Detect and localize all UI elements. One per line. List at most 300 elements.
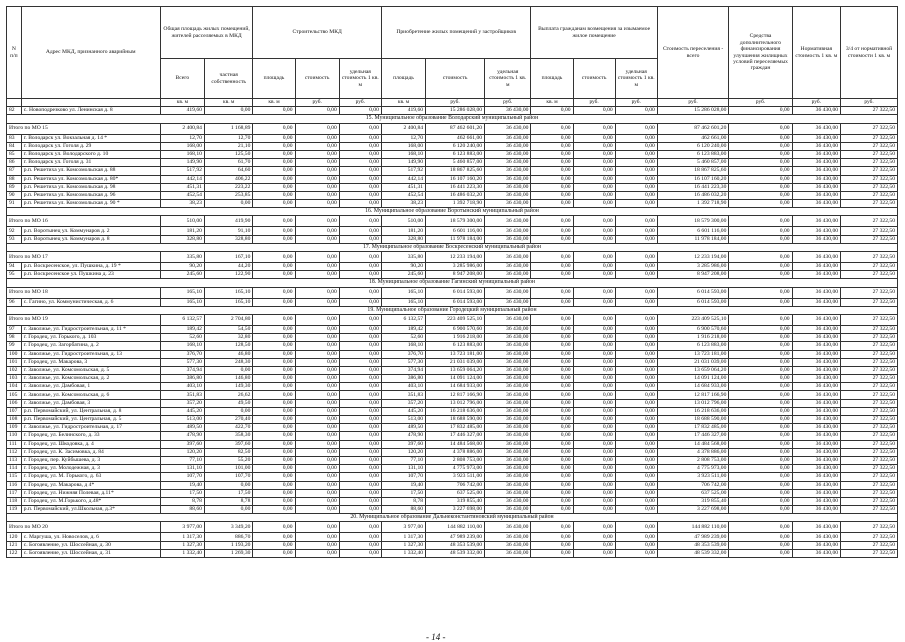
row-value: 0,00 [339, 334, 381, 342]
row-value: 0,00 [531, 200, 573, 208]
row-value: 0,00 [615, 200, 657, 208]
row-value: 0,00 [615, 227, 657, 235]
row-value: 0,00 [295, 549, 339, 557]
row-value: 107,70 [160, 473, 204, 481]
row-value: 149,90 [160, 159, 204, 167]
total-value: 335,80 [381, 252, 425, 263]
row-value: 0,00 [253, 456, 295, 464]
row-value: 0,00 [531, 350, 573, 358]
row-value: 16 441 223,30 [657, 183, 729, 191]
row-value: 0,00 [253, 298, 295, 306]
row-value: 445,20 [160, 407, 204, 415]
row-value: 0,00 [615, 481, 657, 489]
row-value: 0,00 [615, 191, 657, 199]
row-value: 0,00 [615, 407, 657, 415]
row-address: г. Городец, ул. Загорбатина, д. 2 [21, 342, 160, 350]
row-value: 0,00 [573, 456, 615, 464]
row-value: 3 923 511,00 [657, 473, 729, 481]
row-value: 0,00 [531, 448, 573, 456]
row-value: 36 430,00 [792, 325, 840, 333]
row-value: 13 012 796,00 [657, 399, 729, 407]
row-value: 61,70 [204, 159, 252, 167]
total-value: 2 400,84 [381, 123, 425, 134]
row-value: 0,00 [729, 358, 792, 366]
row-value: 0,00 [295, 473, 339, 481]
row-value: 0,00 [253, 399, 295, 407]
section-title: 16. Муниципальное образование Воротынский муниципальный район [7, 208, 898, 216]
row-value: 0,00 [295, 159, 339, 167]
row-value: 0,00 [573, 489, 615, 497]
row-address: г. Городец, ул. Макарова, д 4* [21, 481, 160, 489]
unit-cell: руб. [426, 99, 485, 107]
header-purch-area: площадь [381, 59, 425, 99]
row-value: 0,00 [204, 407, 252, 415]
row-value: 0,00 [253, 465, 295, 473]
row-value: 27 322,50 [841, 489, 898, 497]
row-value: 0,00 [729, 107, 792, 115]
row-value: 442,14 [381, 175, 425, 183]
total-value: 3 349,20 [204, 522, 252, 533]
row-value: 36 430,00 [792, 358, 840, 366]
row-value: 0,00 [531, 183, 573, 191]
row-value: 0,00 [573, 391, 615, 399]
table-row [7, 142, 898, 150]
section-title: 15. Муниципальное образование Володарский муниципальный район [7, 115, 898, 123]
row-value: 17 446 327,00 [426, 432, 485, 440]
row-value: 0,00 [253, 159, 295, 167]
row-value: 0,00 [729, 481, 792, 489]
row-value: 189,42 [160, 325, 204, 333]
row-value: 1 317,30 [381, 533, 425, 541]
row-value: 16 486 032,20 [657, 191, 729, 199]
row-value: 27 322,50 [841, 159, 898, 167]
total-value: 36 430,00 [792, 287, 840, 298]
row-value: 0,00 [573, 399, 615, 407]
row-value: 36 430,00 [485, 465, 531, 473]
row-value: 0,00 [573, 533, 615, 541]
total-value: 1 168,89 [204, 123, 252, 134]
row-value: 0,00 [573, 235, 615, 243]
total-label: Итого по МО 15 [7, 123, 161, 134]
total-value: 2 704,80 [204, 314, 252, 325]
table-row [7, 407, 898, 415]
row-value: 0,00 [339, 432, 381, 440]
row-value: 0,00 [573, 325, 615, 333]
row-value: 36 430,00 [792, 432, 840, 440]
row-value: 36 430,00 [792, 159, 840, 167]
row-value: 26,62 [204, 391, 252, 399]
row-value: 13 012 796,00 [426, 399, 485, 407]
row-value: 14 684 933,00 [657, 383, 729, 391]
unit-cell: руб. [615, 99, 657, 107]
row-value: 0,00 [729, 399, 792, 407]
row-value: 16 441 223,30 [426, 183, 485, 191]
row-value: 0,00 [531, 142, 573, 150]
row-value: 0,00 [531, 391, 573, 399]
row-value: 0,00 [573, 175, 615, 183]
row-value: 3 285 986,00 [426, 263, 485, 271]
total-value: 0,00 [339, 287, 381, 298]
row-address: р.п. Решетиха ул. Комсомольская д. 90 * [21, 200, 160, 208]
row-value: 0,00 [531, 533, 573, 541]
row-value: 0,00 [295, 183, 339, 191]
table-row [7, 227, 898, 235]
row-value: 14 684 933,00 [426, 383, 485, 391]
row-value: 0,00 [729, 263, 792, 271]
total-value: 36 430,00 [792, 123, 840, 134]
row-value: 386,80 [160, 375, 204, 383]
total-value: 6 132,57 [160, 314, 204, 325]
row-value: 0,00 [729, 167, 792, 175]
row-value: 0,00 [615, 325, 657, 333]
row-value: 0,00 [531, 506, 573, 514]
row-value: 36 430,00 [485, 134, 531, 142]
total-value: 0,00 [339, 123, 381, 134]
total-row [7, 123, 898, 134]
header-comp-unit: удельная стоимость 1 кв. м [615, 59, 657, 99]
row-value: 101,00 [204, 465, 252, 473]
row-value: 0,00 [295, 465, 339, 473]
row-value: 489,50 [160, 424, 204, 432]
row-value: 0,00 [531, 549, 573, 557]
total-value: 165,10 [160, 287, 204, 298]
row-value: 357,20 [160, 399, 204, 407]
row-value: 0,00 [204, 506, 252, 514]
row-value: 376,70 [160, 350, 204, 358]
row-value: 886,70 [204, 533, 252, 541]
row-value: 181,20 [381, 227, 425, 235]
row-value: 36 430,00 [485, 350, 531, 358]
row-value: 16 218 636,00 [426, 407, 485, 415]
row-value: 0,00 [573, 440, 615, 448]
row-value: 128,50 [204, 342, 252, 350]
row-value: 245,60 [160, 271, 204, 279]
total-value: 12 233 194,00 [657, 252, 729, 263]
row-value: 27 322,50 [841, 191, 898, 199]
row-value: 0,00 [531, 432, 573, 440]
row-value: 0,00 [531, 159, 573, 167]
row-value: 36 430,00 [485, 334, 531, 342]
total-value: 36 430,00 [485, 522, 531, 533]
row-value: 38,23 [381, 200, 425, 208]
row-value: 376,70 [381, 350, 425, 358]
row-value: 0,00 [295, 383, 339, 391]
row-value: 0,00 [615, 350, 657, 358]
row-value: 0,00 [615, 541, 657, 549]
row-value: 0,00 [531, 358, 573, 366]
total-value: 223 409 525,10 [426, 314, 485, 325]
row-value: 36 430,00 [485, 325, 531, 333]
row-value: 36 430,00 [485, 399, 531, 407]
row-value: 107,70 [381, 473, 425, 481]
row-number: 111 [7, 440, 22, 448]
header-area-all: Всего [160, 59, 204, 99]
row-value: 0,00 [253, 150, 295, 158]
row-number: 108 [7, 416, 22, 424]
row-value: 0,00 [615, 366, 657, 374]
row-value: 0,00 [339, 200, 381, 208]
row-value: 27 322,50 [841, 391, 898, 399]
row-value: 0,00 [729, 334, 792, 342]
row-value: 36 430,00 [485, 489, 531, 497]
row-value: 0,00 [339, 399, 381, 407]
row-value: 36 430,00 [792, 142, 840, 150]
row-value: 0,00 [339, 191, 381, 199]
row-value: 36 430,00 [792, 375, 840, 383]
row-value: 38,23 [160, 200, 204, 208]
row-value: 0,00 [615, 399, 657, 407]
row-value: 1 269,30 [204, 549, 252, 557]
row-value: 0,00 [573, 497, 615, 505]
row-value: 0,00 [295, 235, 339, 243]
row-value: 0,00 [295, 263, 339, 271]
table-row [7, 175, 898, 183]
row-value: 36 430,00 [485, 481, 531, 489]
table-row [7, 375, 898, 383]
row-value: 1 916 218,00 [426, 334, 485, 342]
row-value: 21,10 [204, 142, 252, 150]
total-value: 0,00 [253, 252, 295, 263]
row-value: 0,00 [615, 142, 657, 150]
row-value: 149,90 [381, 159, 425, 167]
table-row [7, 416, 898, 424]
row-value: 36 430,00 [792, 416, 840, 424]
row-value: 245,60 [381, 271, 425, 279]
row-value: 0,00 [253, 416, 295, 424]
row-value: 0,00 [339, 271, 381, 279]
row-value: 1 392 718,90 [426, 200, 485, 208]
row-value: 19,40 [381, 481, 425, 489]
header-additional-funding: Средства дополнительного финансирования улучшения жилищных условий переселяемых граждан [729, 7, 792, 99]
unit-cell: руб. [792, 99, 840, 107]
row-value: 77,10 [381, 456, 425, 464]
row-value: 0,00 [204, 200, 252, 208]
row-value: 0,00 [615, 432, 657, 440]
row-value: 351,83 [160, 391, 204, 399]
row-value: 168,00 [381, 142, 425, 150]
row-value: 0,00 [615, 424, 657, 432]
total-row [7, 287, 898, 298]
row-value: 358,30 [204, 432, 252, 440]
row-value: 27 322,50 [841, 416, 898, 424]
total-value: 0,00 [729, 522, 792, 533]
row-value: 6 123 883,00 [657, 342, 729, 350]
table-row [7, 107, 898, 115]
row-value: 1 327,30 [381, 541, 425, 549]
row-value: 36 430,00 [792, 489, 840, 497]
row-value: 36 430,00 [485, 175, 531, 183]
row-value: 0,00 [573, 150, 615, 158]
row-value: 36 430,00 [485, 167, 531, 175]
row-value: 0,00 [295, 107, 339, 115]
row-value: 27 322,50 [841, 142, 898, 150]
row-value: 0,00 [729, 416, 792, 424]
row-value: 374,94 [160, 366, 204, 374]
row-value: 0,00 [253, 183, 295, 191]
row-value: 36 430,00 [485, 440, 531, 448]
row-value: 3 227 698,00 [657, 506, 729, 514]
total-value: 2 400,84 [160, 123, 204, 134]
row-value: 452,54 [381, 191, 425, 199]
total-value: 0,00 [573, 287, 615, 298]
row-value: 36 430,00 [792, 497, 840, 505]
row-value: 27 322,50 [841, 432, 898, 440]
total-label: Итого по МО 17 [7, 252, 161, 263]
row-value: 1 916 218,00 [657, 334, 729, 342]
row-value: 6 123 883,00 [426, 150, 485, 158]
row-value: 3 923 511,00 [426, 473, 485, 481]
row-value: 131,10 [160, 465, 204, 473]
row-value: 165,10 [160, 298, 204, 306]
unit-cell: кв. м [253, 99, 295, 107]
total-row [7, 314, 898, 325]
row-value: 0,00 [531, 263, 573, 271]
row-value: 0,00 [729, 391, 792, 399]
row-value: 0,00 [531, 175, 573, 183]
row-value: 27 322,50 [841, 227, 898, 235]
row-value: 0,00 [573, 541, 615, 549]
total-value: 36 430,00 [792, 252, 840, 263]
total-value: 0,00 [615, 123, 657, 134]
row-value: 36 430,00 [792, 440, 840, 448]
table-row [7, 456, 898, 464]
row-value: 6 014 593,00 [657, 298, 729, 306]
total-value: 0,00 [531, 252, 573, 263]
row-value: 0,00 [295, 489, 339, 497]
row-value: 36 430,00 [485, 298, 531, 306]
row-number: 83 [7, 134, 22, 142]
total-value: 0,00 [729, 252, 792, 263]
row-value: 125,50 [204, 150, 252, 158]
row-value: 36 430,00 [485, 391, 531, 399]
row-value: 442,14 [160, 175, 204, 183]
row-value: 0,00 [295, 407, 339, 415]
row-value: 27 322,50 [841, 383, 898, 391]
row-value: 47 989 239,00 [426, 533, 485, 541]
row-address: с. Гагино, ул. Коммунистическая, д. 6 [21, 298, 160, 306]
row-value: 36 430,00 [485, 191, 531, 199]
row-value: 706 742,00 [426, 481, 485, 489]
unit-cell: руб. [295, 99, 339, 107]
row-value: 0,00 [339, 235, 381, 243]
total-value: 335,80 [160, 252, 204, 263]
row-number: 88 [7, 175, 22, 183]
row-value: 27 322,50 [841, 399, 898, 407]
total-value: 144 882 110,00 [657, 522, 729, 533]
row-value: 181,20 [160, 227, 204, 235]
row-address: г. Городец, ул. Горького, д. 103 [21, 334, 160, 342]
row-value: 0,00 [729, 432, 792, 440]
row-value: 0,00 [729, 549, 792, 557]
row-address: г. Володарск ул. Володарского д. 10 [21, 150, 160, 158]
row-number: 103 [7, 375, 22, 383]
row-value: 0,00 [295, 350, 339, 358]
row-value: 0,00 [253, 473, 295, 481]
row-value: 0,00 [615, 167, 657, 175]
row-value: 328,80 [204, 235, 252, 243]
row-value: 397,60 [381, 440, 425, 448]
total-value: 0,00 [573, 216, 615, 227]
row-value: 0,00 [253, 506, 295, 514]
row-value: 0,00 [615, 497, 657, 505]
row-address: г. Заволжье, ул. Гидростроительная, д. 17 [21, 424, 160, 432]
row-value: 0,00 [531, 541, 573, 549]
total-value: 27 322,50 [841, 252, 898, 263]
row-value: 253,85 [204, 191, 252, 199]
row-value: 0,00 [339, 358, 381, 366]
header-num: N п/п [7, 7, 22, 99]
row-value: 0,00 [729, 342, 792, 350]
row-value: 120,20 [160, 448, 204, 456]
table-row [7, 506, 898, 514]
row-value: 36 430,00 [792, 383, 840, 391]
total-row [7, 252, 898, 263]
row-address: р.п. Воскресенское, ул. Пушкина, д. 19 * [21, 263, 160, 271]
total-value: 18 579 300,00 [426, 216, 485, 227]
unit-cell: кв. м [160, 99, 204, 107]
row-value: 6 601 116,00 [426, 227, 485, 235]
row-value: 36 430,00 [792, 235, 840, 243]
row-value: 0,00 [615, 235, 657, 243]
row-value: 3 227 698,00 [426, 506, 485, 514]
row-value: 445,20 [381, 407, 425, 415]
row-value: 0,00 [729, 191, 792, 199]
row-value: 0,00 [573, 481, 615, 489]
total-value: 87 462 601,20 [426, 123, 485, 134]
row-value: 36 430,00 [792, 391, 840, 399]
row-value: 328,80 [381, 235, 425, 243]
row-value: 0,00 [615, 465, 657, 473]
row-value: 36 430,00 [485, 183, 531, 191]
row-value: 27 322,50 [841, 506, 898, 514]
row-value: 0,00 [615, 134, 657, 142]
row-number: 99 [7, 342, 22, 350]
row-value: 55,20 [204, 456, 252, 464]
row-value: 1 193,20 [204, 541, 252, 549]
unit-cell: руб. [485, 99, 531, 107]
row-value: 0,00 [253, 424, 295, 432]
row-value: 6 120 240,00 [657, 142, 729, 150]
row-value: 27 322,50 [841, 541, 898, 549]
row-value: 27 322,50 [841, 407, 898, 415]
row-value: 0,00 [531, 150, 573, 158]
row-value: 0,00 [295, 432, 339, 440]
row-value: 0,00 [253, 107, 295, 115]
row-value: 6 123 883,00 [426, 342, 485, 350]
row-value: 27 322,50 [841, 440, 898, 448]
row-value: 0,00 [339, 383, 381, 391]
row-value: 0,00 [615, 549, 657, 557]
row-value: 0,00 [253, 342, 295, 350]
row-value: 0,00 [573, 183, 615, 191]
row-value: 0,00 [729, 424, 792, 432]
resettlement-table [6, 6, 898, 558]
total-value: 0,00 [531, 123, 573, 134]
total-value: 87 462 601,20 [657, 123, 729, 134]
total-value: 0,00 [573, 314, 615, 325]
row-value: 48 539 332,00 [657, 549, 729, 557]
row-value: 0,00 [339, 549, 381, 557]
row-value: 36 430,00 [485, 271, 531, 279]
row-value: 27 322,50 [841, 150, 898, 158]
row-value: 0,00 [573, 271, 615, 279]
row-value: 46,80 [204, 350, 252, 358]
row-address: с. Маргуша, ул. Новоселов, д. 6 [21, 533, 160, 541]
row-value: 36 430,00 [792, 465, 840, 473]
row-value: 0,00 [253, 167, 295, 175]
row-value: 0,00 [253, 407, 295, 415]
row-value: 0,00 [339, 350, 381, 358]
